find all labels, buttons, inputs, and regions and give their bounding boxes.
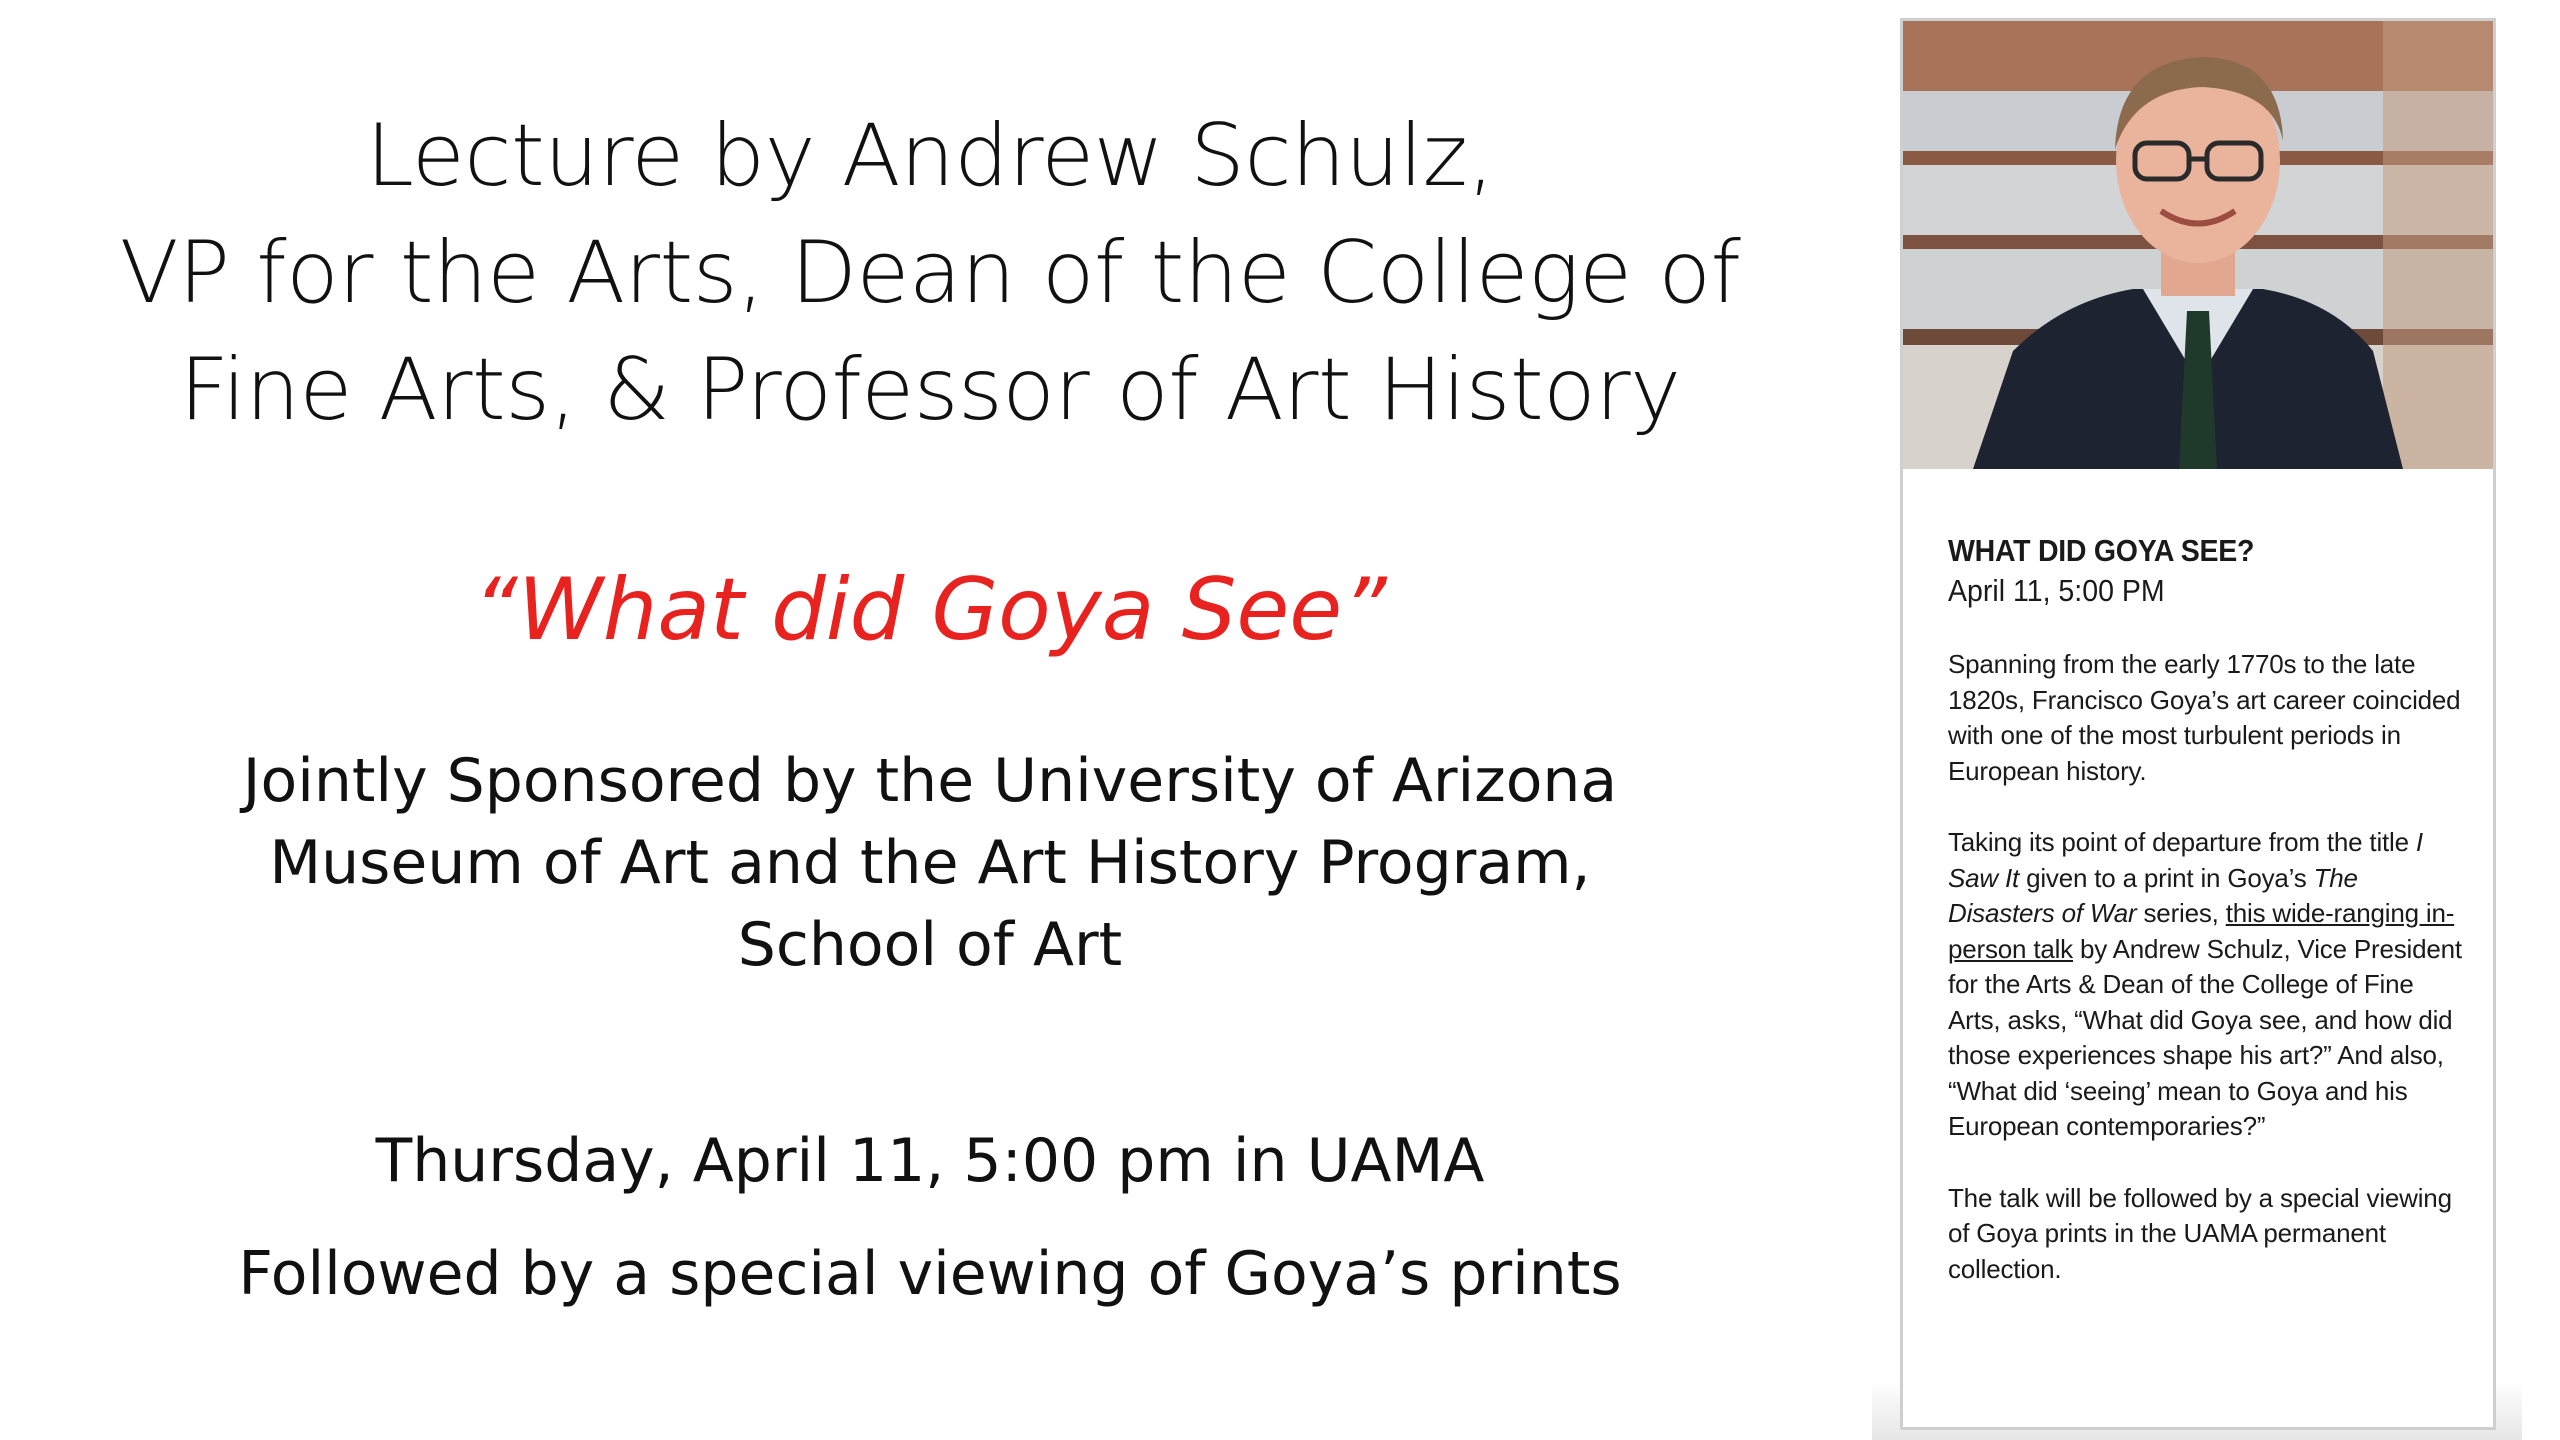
speaker-portrait-image xyxy=(1903,21,2493,469)
sponsor-text xyxy=(30,740,1830,986)
sponsor-line-2: Museum of Art and the Art History Program, xyxy=(269,828,1591,898)
para2-text-4: by Andrew Schulz, Vice President for the Arts & Dean of the College of Fine Arts, asks, “What did Goya see, and how did those experiences shape his art?” And also, “What did ‘seeing’ mean to Goya and his European contemporaries?” xyxy=(1948,933,2462,1141)
speaker-photo xyxy=(1903,21,2493,469)
talk-link[interactable]: this wide-ranging in-person talk xyxy=(1948,898,2455,964)
flyer-paragraph-2 xyxy=(1948,825,2468,1145)
talk-title: “What did Goya See” xyxy=(473,560,1387,660)
event-date-line: Thursday, April 11, 5:00 pm in UAMA xyxy=(375,1126,1485,1196)
para2-italic-title-2: The Disasters of War xyxy=(1948,862,2358,928)
title-line-3: Fine Arts, & Professor of Art History xyxy=(179,340,1681,440)
flyer-paragraph-1: Spanning from the early 1770s to the late 1820s, Francisco Goya’s art career coincided with one of the most turbulent periods in European history. xyxy=(1948,649,2461,786)
para2-text-2: given to a print in Goya’s xyxy=(2019,862,2314,893)
sponsor-line-3: School of Art xyxy=(737,910,1123,980)
para2-text-3: series, xyxy=(2136,898,2226,928)
flyer-text xyxy=(1948,531,2468,1287)
flyer-date: April 11, 5:00 PM xyxy=(1948,573,2165,608)
event-flyer xyxy=(1900,18,2496,1430)
title-line-1: Lecture by Andrew Schulz, xyxy=(365,106,1495,206)
followup-line: Followed by a special viewing of Goya’s prints xyxy=(238,1239,1622,1309)
slide-text-area xyxy=(30,0,1830,1440)
flyer-paragraph-3: The talk will be followed by a special viewing of Goya prints in the UAMA permanent collection. xyxy=(1948,1182,2452,1284)
lecture-title xyxy=(30,98,1830,449)
para2-text-1: Taking its point of departure from the title xyxy=(1948,827,2416,857)
flyer-heading: WHAT DID GOYA SEE? xyxy=(1948,533,2255,568)
sponsor-line-1: Jointly Sponsored by the University of Arizona xyxy=(242,746,1618,816)
para2-italic-title-1: I Saw It xyxy=(1948,827,2423,893)
title-line-2: VP for the Arts, Dean of the College of xyxy=(119,223,1741,323)
